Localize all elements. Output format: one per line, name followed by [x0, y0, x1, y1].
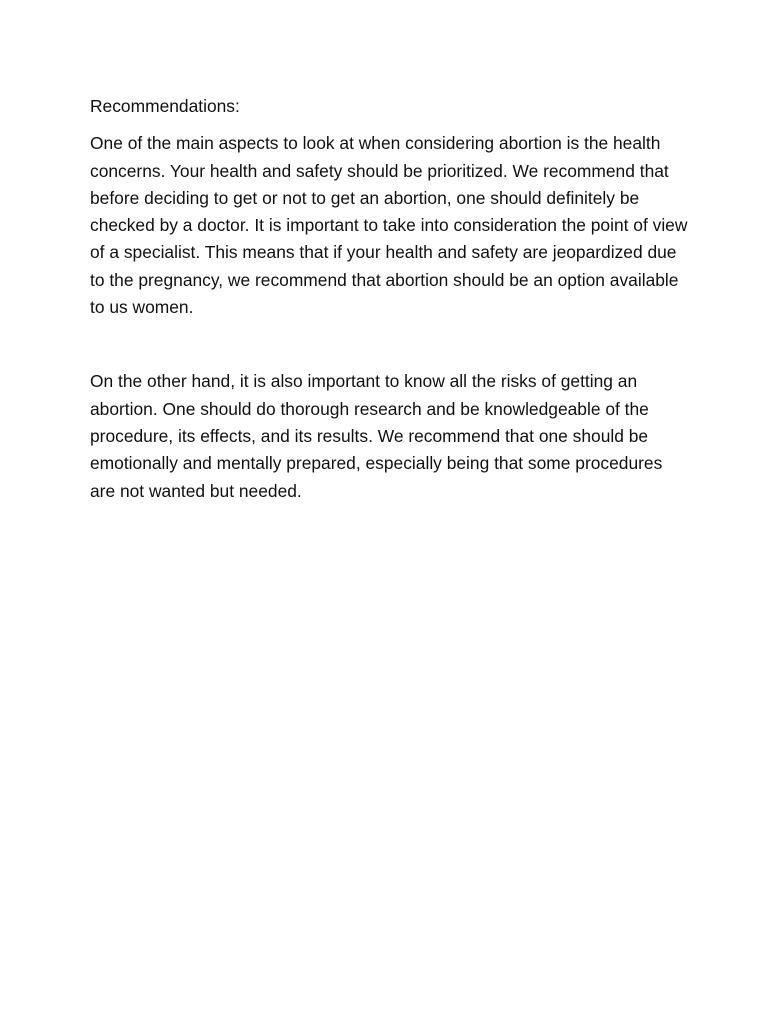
section-heading: Recommendations:: [90, 96, 240, 116]
document-body: [90, 93, 690, 505]
paragraph-risks: On the other hand, it is also important to know all the risks of getting an abortion. One should do thorough research and be knowledgeable of the procedure, its effects, and its results. We recommend that one should be emotionally and mentally prepared, especially being that some procedures are not wanted but needed.: [90, 371, 663, 501]
paragraph-health-concerns: One of the main aspects to look at when considering abortion is the health concerns. Your health and safety should be prioritized. We recommend that before deciding to get or not to get an abortion, one should definitely be checked by a doctor. It is important to take into consideration the point of view of a specialist. This means that if your health and safety are jeopardized due to the pregnancy, we recommend that abortion should be an option available to us women.: [90, 133, 688, 318]
